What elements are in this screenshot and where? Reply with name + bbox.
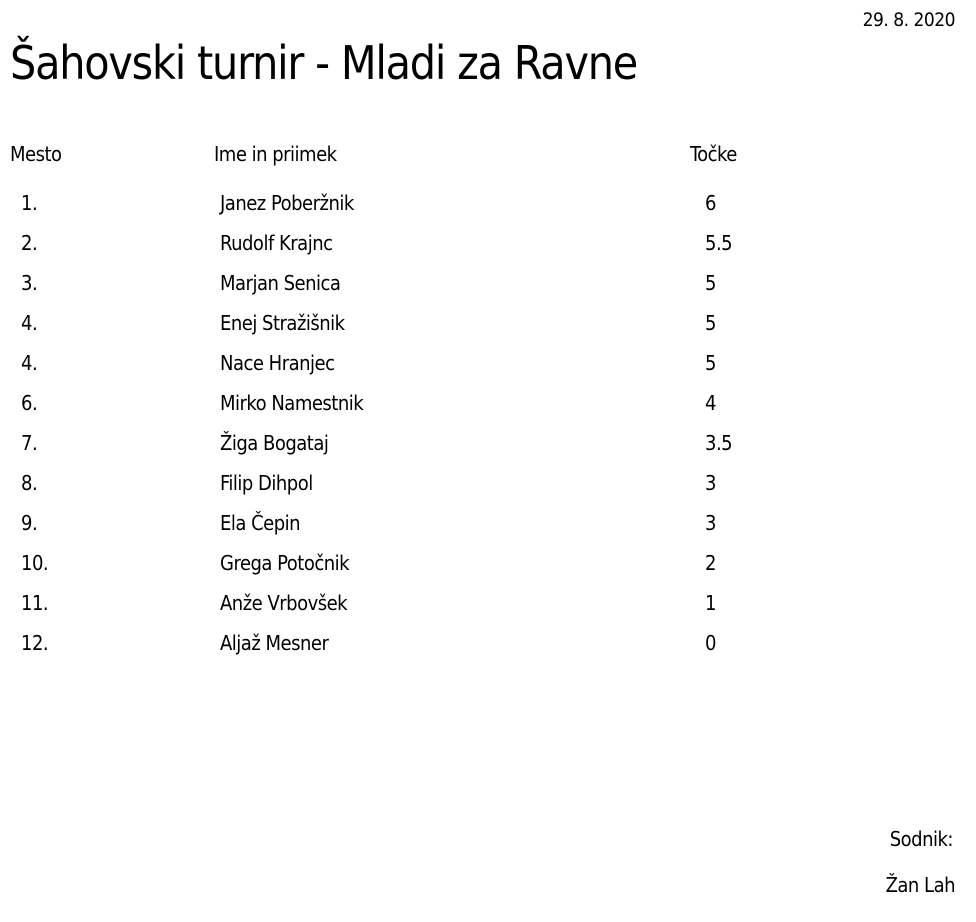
page-title: Šahovski turnir - Mladi za Ravne <box>10 36 638 90</box>
row-points: 6 <box>705 191 716 215</box>
row-points: 0 <box>705 631 716 655</box>
column-header-points: Točke <box>690 142 737 166</box>
row-points: 2 <box>705 551 716 575</box>
row-points: 3 <box>705 511 716 535</box>
row-name: Mirko Namestnik <box>220 391 364 415</box>
row-place: 10. <box>21 551 49 575</box>
row-points: 5 <box>705 271 716 295</box>
row-place: 2. <box>21 231 38 255</box>
row-points: 1 <box>705 591 716 615</box>
row-place: 9. <box>21 511 38 535</box>
row-name: Filip Dihpol <box>220 471 313 495</box>
column-header-place: Mesto <box>10 142 62 166</box>
row-points: 3 <box>705 471 716 495</box>
row-place: 1. <box>21 191 38 215</box>
table-row <box>0 343 976 383</box>
row-name: Ela Čepin <box>220 511 301 535</box>
table-row <box>0 183 976 223</box>
row-points: 3.5 <box>705 431 733 455</box>
row-name: Janez Poberžnik <box>220 191 354 215</box>
row-place: 3. <box>21 271 38 295</box>
document-date: 29. 8. 2020 <box>862 9 955 31</box>
row-name: Marjan Senica <box>220 271 341 295</box>
row-place: 6. <box>21 391 38 415</box>
table-row <box>0 423 976 463</box>
row-points: 5 <box>705 311 716 335</box>
row-place: 12. <box>21 631 49 655</box>
row-name: Rudolf Krajnc <box>220 231 333 255</box>
row-name: Enej Stražišnik <box>220 311 345 335</box>
row-place: 4. <box>21 311 38 335</box>
row-name: Anže Vrbovšek <box>220 591 348 615</box>
row-place: 7. <box>21 431 38 455</box>
row-name: Nace Hranjec <box>220 351 335 375</box>
table-row <box>0 383 976 423</box>
results-table <box>0 183 976 663</box>
table-row <box>0 463 976 503</box>
table-row <box>0 503 976 543</box>
row-place: 11. <box>21 591 49 615</box>
row-points: 5 <box>705 351 716 375</box>
table-row <box>0 223 976 263</box>
row-place: 8. <box>21 471 38 495</box>
judge-label: Sodnik: <box>889 827 953 851</box>
row-name: Žiga Bogataj <box>220 431 329 455</box>
table-row <box>0 583 976 623</box>
row-name: Grega Potočnik <box>220 551 350 575</box>
judge-name: Žan Lah <box>885 873 955 897</box>
row-place: 4. <box>21 351 38 375</box>
row-points: 5.5 <box>705 231 733 255</box>
table-row <box>0 263 976 303</box>
table-row <box>0 543 976 583</box>
row-name: Aljaž Mesner <box>220 631 329 655</box>
column-header-name: Ime in priimek <box>214 142 337 166</box>
row-points: 4 <box>705 391 716 415</box>
table-row <box>0 303 976 343</box>
table-row <box>0 623 976 663</box>
